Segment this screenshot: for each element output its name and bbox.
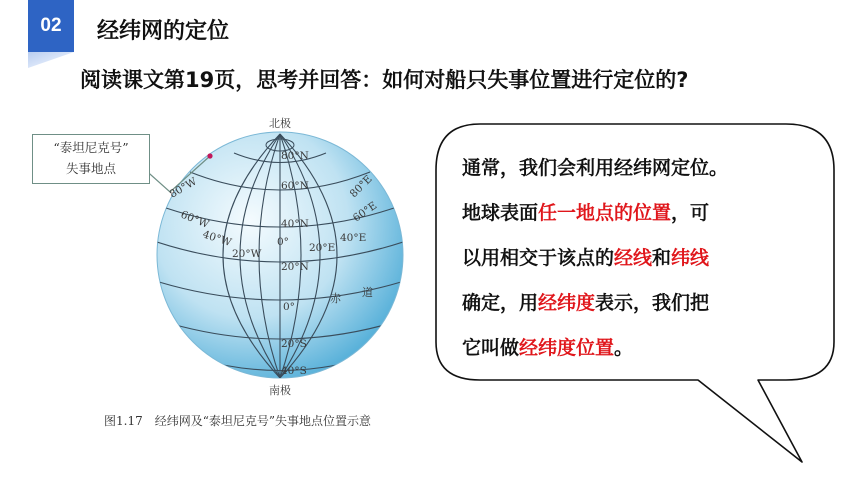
section-title: 经纬网的定位: [97, 19, 230, 44]
callout-line-4-c: 表示，我们把: [595, 292, 710, 314]
callout-line-2: [462, 191, 812, 236]
globe-figure: [20, 112, 440, 442]
callout-line-4: [462, 281, 812, 326]
highlight-longitude: 经线: [614, 247, 653, 269]
north-pole-label: 北极: [269, 117, 291, 130]
callout-line-1: [462, 146, 812, 191]
lon-label-e20: 20°E: [309, 242, 336, 254]
section-number-badge: [28, 0, 74, 52]
equator-label-char2: 道: [362, 286, 373, 299]
lon-label-w60: 60°W: [178, 208, 211, 231]
figure-caption: 图1.17 经纬网及“泰坦尼克号”失事地点位置示意: [104, 414, 371, 428]
lon-label-e60: 60°E: [350, 199, 380, 225]
section-number: 02: [40, 15, 62, 36]
highlight-latitude: 纬线: [671, 247, 710, 269]
callout-line-5: [462, 326, 812, 371]
titanic-label-box: [32, 134, 150, 184]
lon-label-zero: 0°: [277, 236, 289, 248]
highlight-lat-long: 经纬度: [538, 292, 596, 314]
badge-tail-decoration: [28, 52, 74, 68]
titanic-label-line1: “泰坦尼克号”: [53, 140, 129, 155]
lon-label-w80: 80°W: [167, 175, 199, 201]
lat-label-n60: 60°N: [281, 180, 309, 192]
callout-line-5-c: 。: [614, 337, 634, 359]
question-text: 阅读课文第19页，思考并回答：如何对船只失事位置进行定位的?: [80, 68, 689, 92]
lon-label-e80: 80°E: [347, 173, 375, 201]
callout-line-4-a: 确定，用: [462, 292, 539, 314]
lat-label-n20: 20°N: [281, 261, 309, 273]
highlight-lat-long-position: 经纬度位置: [519, 337, 615, 359]
lat-label-s20: 20°S: [281, 338, 307, 350]
lat-label-n40: 40°N: [281, 218, 309, 230]
highlight-any-location: 任一地点的位置: [538, 202, 672, 224]
south-pole-label: 南极: [269, 384, 291, 397]
callout-line-2-a: 地球表面: [462, 202, 539, 224]
lon-label-w40: 40°W: [201, 228, 233, 249]
callout-line-5-a: 它叫做: [462, 337, 520, 359]
callout-line-3-a: 以用相交于该点的: [462, 247, 615, 269]
callout-text: [462, 146, 812, 371]
equator-label-char1: 赤: [330, 292, 341, 305]
lon-label-w20: 20°W: [232, 248, 262, 260]
lon-label-e40: 40°E: [340, 232, 367, 244]
callout-line-3-c: 和: [652, 247, 672, 269]
callout-line-1-text: 通常，我们会利用经纬网定位。: [462, 157, 729, 179]
lat-label-s40: 40°S: [281, 365, 307, 377]
titanic-label-line2: 失事地点: [65, 161, 116, 176]
wreck-location-marker: [207, 153, 212, 158]
callout-line-3: [462, 236, 812, 281]
lat-label-n80: 80°N: [281, 150, 309, 162]
callout-line-2-c: ，可: [671, 202, 710, 224]
lat-label-equator: 0°: [283, 301, 295, 313]
